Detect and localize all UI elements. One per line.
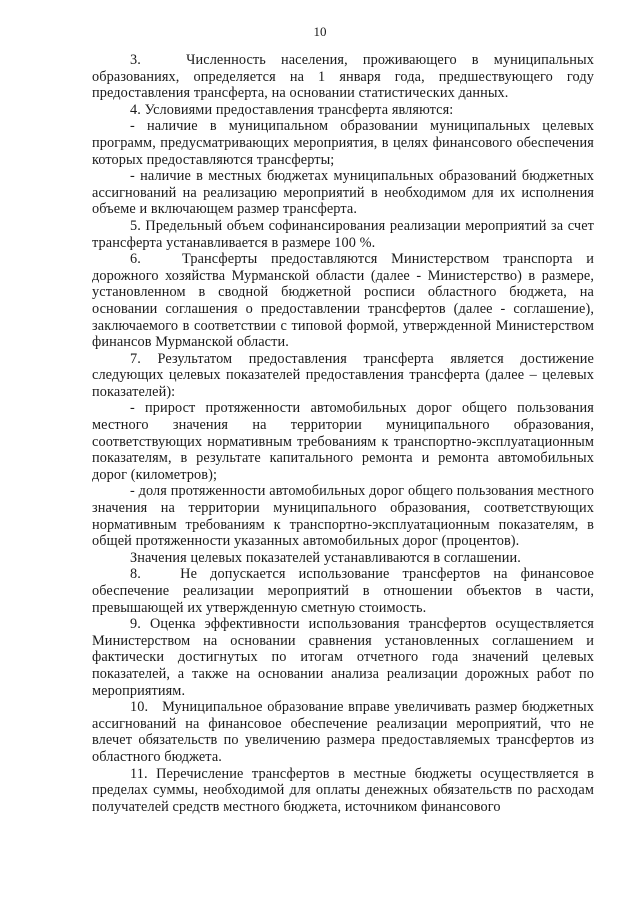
paragraph-11-transfer: 11. Перечисление трансфертов в местные бюджеты осуществляется в пределах суммы, необходимой для оплаты денежных обязательств по расходам получателей средств местного бюджета, источником финансового xyxy=(92,765,594,815)
document-body xyxy=(92,52,594,815)
paragraph-8-restriction: 8. Не допускается использование трансфертов на финансовое обеспечение реализации мероприятий в отношении объектов в части, превышающей их утвержденную сметную стоимость. xyxy=(92,566,594,616)
paragraph-6-ministry: 6. Трансферты предоставляются Министерством транспорта и дорожного хозяйства Мурманской области (далее - Министерство) в размере, установленном в сводной бюджетной росписи областного бюджета, на основании соглашения о предоставлении трансфертов (далее - соглашение), заключаемого в соответствии с типовой формой, утвержденной Министерством финансов Мурманской области. xyxy=(92,251,594,351)
page-number: 10 xyxy=(313,24,327,39)
paragraph-7-result: 7. Результатом предоставления трансферта является достижение следующих целевых показателей предоставления трансферта (далее – целевых показателей): xyxy=(92,350,594,400)
paragraph-5-cofinancing: 5. Предельный объем софинансирования реализации мероприятий за счет трансферта устанавливается в размере 100 %. xyxy=(92,217,594,251)
paragraph-3-population: 3. Численность населения, проживающего в муниципальных образованиях, определяется на 1 января года, предшествующего году предоставления трансферта, на основании статистических данных. xyxy=(92,52,594,102)
list-item-budget-allocations: - наличие в местных бюджетах муниципальных образований бюджетных ассигнований на реализацию мероприятий в необходимом для их исполнения объеме и включающем размер трансферта. xyxy=(92,168,594,218)
list-item-target-programs: - наличие в муниципальном образовании муниципальных целевых программ, предусматривающих мероприятия, в целях финансового обеспечения которых предоставляются трансферты; xyxy=(92,118,594,168)
paragraph-9-efficiency: 9. Оценка эффективности использования трансфертов осуществляется Министерством на основании сравнения установленных соглашением и фактически достигнутых по итогам отчетного года значений целевых показателей, а также на основании анализа реализации дорожных работ по мероприятиям. xyxy=(92,616,594,699)
paragraph-target-values: Значения целевых показателей устанавливаются в соглашении. xyxy=(130,549,521,566)
paragraph-4-conditions: 4. Условиями предоставления трансферта являются: xyxy=(130,101,454,118)
list-item-road-length-growth: - прирост протяженности автомобильных дорог общего пользования местного значения на территории муниципального образования, соответствующих нормативным требованиям к транспортно-эксплуатационным показателям, в результате капитального ремонта и ремонта автомобильных дорог (километров); xyxy=(92,400,594,483)
list-item-road-length-share: - доля протяженности автомобильных дорог общего пользования местного значения на территории муниципального образования, соответствующих нормативным требованиям к транспортно-эксплуатационным показателям, в общей протяженности указанных автомобильных дорог (процентов). xyxy=(92,483,594,550)
paragraph-10-increase: 10. Муниципальное образование вправе увеличивать размер бюджетных ассигнований на финансовое обеспечение реализации мероприятий, что не влечет обязательств по увеличению размера предоставляемых трансфертов из областного бюджета. xyxy=(92,699,594,765)
